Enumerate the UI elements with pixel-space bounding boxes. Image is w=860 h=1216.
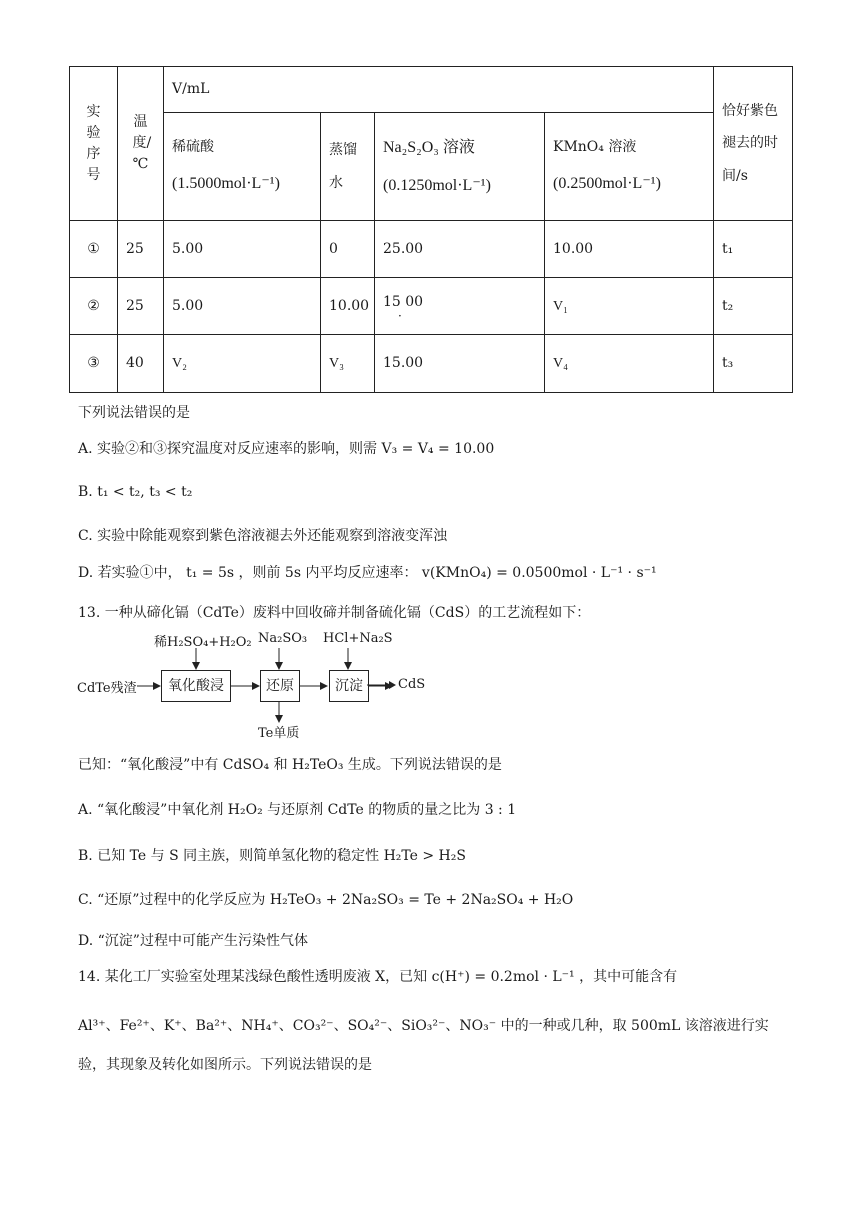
flow-step-reduction: 还原 (260, 670, 300, 702)
col-acid (164, 113, 321, 221)
header-volume: V/mL (164, 67, 714, 113)
col-kmno4-name: KMnO₄ 溶液 (553, 139, 637, 155)
q13-option-d: D. “沉淀”过程中可能产生污染性气体 (78, 933, 308, 949)
row-temp: 25 (118, 221, 164, 278)
row-index: ③ (70, 335, 118, 393)
flow-output: CdS (398, 677, 426, 692)
row-acid: 5.00 (164, 278, 321, 335)
q12-stem: 下列说法错误的是 (78, 405, 190, 421)
row-kmno4: V₁ (545, 278, 714, 335)
q12-option-d: D. 若实验①中， t₁ = 5s ，则前 5s 内平均反应速率： v(KMnO₄) = 0.0500mol · L⁻¹ · s⁻¹ (78, 565, 657, 581)
header-temp: 温度/℃ (118, 67, 164, 221)
q12-option-a: A. 实验②和③探究温度对反应速率的影响，则需 V₃ = V₄ = 10.00 (78, 441, 495, 457)
q12-option-c: C. 实验中除能观察到紫色溶液褪去外还能观察到溶液变浑浊 (78, 528, 448, 544)
row-index: ① (70, 221, 118, 278)
row-na: 15.00 (375, 335, 545, 393)
flow-step-precipitation: 沉淀 (329, 670, 369, 702)
row-time: t₂ (714, 278, 793, 335)
col-kmno4 (545, 113, 714, 221)
flow-output-arrow (367, 678, 397, 692)
header-time: 恰好紫色褪去的时间/s (714, 67, 793, 221)
q14-line2: Al³⁺、Fe²⁺、K⁺、Ba²⁺、NH₄⁺、CO₃²⁻、SO₄²⁻、SiO₃²⁻、NO₃⁻ 中的一种或几种，取 500mL 该溶液进行实 (78, 1018, 769, 1034)
q13-option-c: C. “还原”过程中的化学反应为 H₂TeO₃ + 2Na₂SO₃ = Te + 2Na₂SO₄ + H₂O (78, 892, 574, 908)
col-acid-name: 稀硫酸 (172, 139, 214, 155)
row-acid: V₂ (164, 335, 321, 393)
row-time: t₁ (714, 221, 793, 278)
col-water: 蒸馏水 (321, 113, 375, 221)
row-kmno4: 10.00 (545, 221, 714, 278)
row-water: V₃ (321, 335, 375, 393)
row-kmno4: V₄ (545, 335, 714, 393)
q13-option-a: A. “氧化酸浸”中氧化剂 H₂O₂ 与还原剂 CdTe 的物质的量之比为 3 : 1 (78, 802, 517, 818)
header-index: 实验序号 (70, 67, 118, 221)
row-time: t₃ (714, 335, 793, 393)
row-water: 10.00 (321, 278, 375, 335)
q13-option-b: B. 已知 Te 与 S 同主族，则简单氢化物的稳定性 H₂Te > H₂S (78, 848, 466, 864)
row-temp: 40 (118, 335, 164, 393)
experiment-table (69, 66, 793, 393)
flow-step2-reagent: Na₂SO₃ (258, 631, 308, 646)
q14-line3: 验，其现象及转化如图所示。下列说法错误的是 (78, 1057, 372, 1073)
flow-byproduct-te: Te单质 (258, 726, 300, 741)
table-row (70, 221, 793, 278)
flow-step1-reagent: 稀H₂SO₄+H₂O₂ (154, 635, 252, 650)
col-na-name: Na₂S₂O₃ 溶液 (383, 138, 475, 156)
row-na: 15 00 (375, 278, 545, 335)
flow-input: CdTe残渣 (77, 681, 137, 696)
table-row (70, 278, 793, 335)
col-kmno4-conc: (0.2500mol·L⁻¹) (553, 175, 661, 192)
q13-stem: 13. 一种从碲化镉（CdTe）废料中回收碲并制备硫化镉（CdS）的工艺流程如下： (78, 605, 591, 621)
row-index: ② (70, 278, 118, 335)
q14-line1: 14. 某化工厂实验室处理某浅绿色酸性透明废液 X，已知 c(H⁺) = 0.2mol · L⁻¹ ，其中可能含有 (78, 969, 678, 985)
q13-known: 已知：“氧化酸浸”中有 CdSO₄ 和 H₂TeO₃ 生成。下列说法错误的是 (78, 757, 502, 773)
col-na-conc: (0.1250mol·L⁻¹) (383, 176, 491, 194)
q12-option-b: B. t₁ < t₂, t₃ < t₂ (78, 484, 193, 500)
row-water: 0 (321, 221, 375, 278)
row-temp: 25 (118, 278, 164, 335)
row-acid: 5.00 (164, 221, 321, 278)
flow-step3-reagent: HCl+Na₂S (323, 631, 393, 646)
flow-step-oxidative-leach: 氧化酸浸 (161, 670, 231, 702)
table-row (70, 335, 793, 393)
stray-dot: · (398, 309, 402, 323)
col-na2s2o3 (375, 113, 545, 221)
row-na: 25.00 (375, 221, 545, 278)
col-acid-conc: (1.5000mol·L⁻¹) (172, 175, 280, 192)
